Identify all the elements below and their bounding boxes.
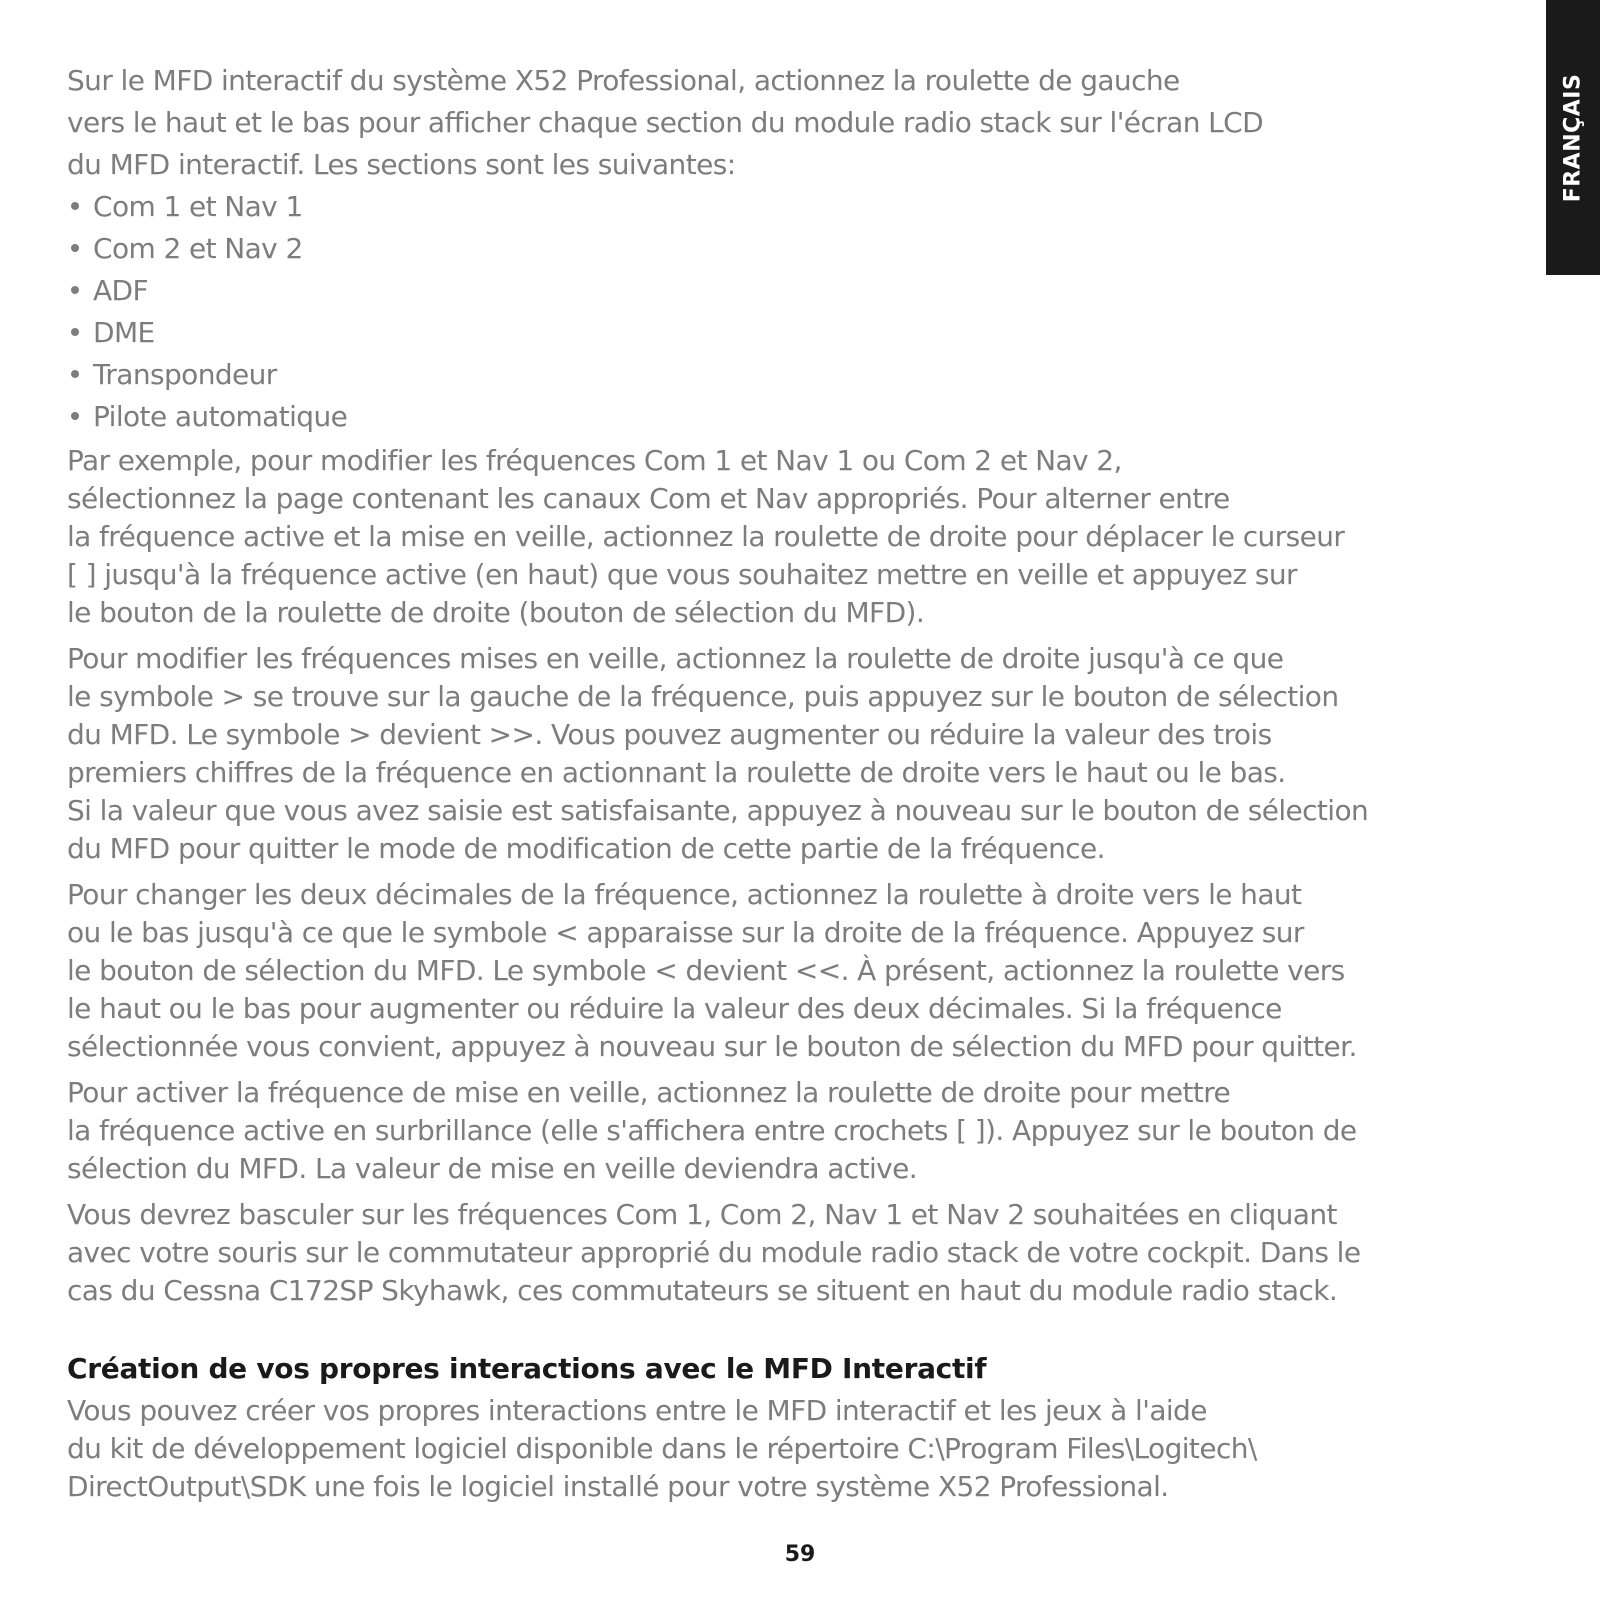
language-tab [1546, 0, 1600, 275]
text-line: ou le bas jusqu'à ce que le symbole < apparaisse sur la droite de la fréquence. Appuyez sur [67, 916, 1304, 949]
list-item-label: Com 1 et Nav 1 [93, 190, 303, 223]
list-item [67, 354, 1545, 396]
text-line: [ ] jusqu'à la fréquence active (en haut) que vous souhaitez mettre en veille et appuyez sur [67, 558, 1297, 591]
text-line: premiers chiffres de la fréquence en actionnant la roulette de droite vers le haut ou le bas. [67, 756, 1286, 789]
paragraph-sdk [67, 1392, 1545, 1506]
bullet-icon [71, 244, 79, 252]
list-item-label: Transpondeur [93, 358, 277, 391]
bullet-icon [71, 202, 79, 210]
paragraph-switch-frequencies [67, 1196, 1545, 1310]
text-line: Pour changer les deux décimales de la fréquence, actionnez la roulette à droite vers le haut [67, 878, 1302, 911]
language-tab-label: FRANÇAIS [1560, 73, 1586, 203]
text-line: du kit de développement logiciel disponible dans le répertoire C:\Program Files\Logitech\ [67, 1432, 1257, 1465]
text-line: sélectionnée vous convient, appuyez à nouveau sur le bouton de sélection du MFD pour quitter. [67, 1030, 1357, 1063]
list-item [67, 228, 1545, 270]
page-number: 59 [784, 1542, 816, 1567]
text-line: Par exemple, pour modifier les fréquences Com 1 et Nav 1 ou Com 2 et Nav 2, [67, 444, 1122, 477]
list-item-label: ADF [93, 274, 149, 307]
text-line: la fréquence active et la mise en veille, actionnez la roulette de droite pour déplacer le curseur [67, 520, 1345, 553]
list-item-label: Pilote automatique [93, 400, 348, 433]
text-line: Pour modifier les fréquences mises en veille, actionnez la roulette de droite jusqu'à ce que [67, 642, 1284, 675]
list-item [67, 396, 1545, 438]
text-line: Sur le MFD interactif du système X52 Professional, actionnez la roulette de gauche [67, 64, 1180, 97]
bullet-icon [71, 412, 79, 420]
text-line: le bouton de la roulette de droite (bouton de sélection du MFD). [67, 596, 925, 629]
text-line: DirectOutput\SDK une fois le logiciel installé pour votre système X52 Professional. [67, 1470, 1169, 1503]
text-line: sélection du MFD. La valeur de mise en veille deviendra active. [67, 1152, 918, 1185]
list-item [67, 312, 1545, 354]
text-line: le symbole > se trouve sur la gauche de la fréquence, puis appuyez sur le bouton de sélection [67, 680, 1339, 713]
intro-paragraph [67, 60, 1545, 186]
text-line: Pour activer la fréquence de mise en veille, actionnez la roulette de droite pour mettre [67, 1076, 1231, 1109]
list-item [67, 270, 1545, 312]
text-line: avec votre souris sur le commutateur approprié du module radio stack de votre cockpit. Dans le [67, 1236, 1361, 1269]
paragraph-activate-standby [67, 1074, 1545, 1188]
text-line: Vous pouvez créer vos propres interactions entre le MFD interactif et les jeux à l'aide [67, 1394, 1207, 1427]
list-item-label: Com 2 et Nav 2 [93, 232, 303, 265]
text-line: Vous devrez basculer sur les fréquences Com 1, Com 2, Nav 1 et Nav 2 souhaitées en cliquant [67, 1198, 1337, 1231]
text-line: sélectionnez la page contenant les canaux Com et Nav appropriés. Pour alterner entre [67, 482, 1230, 515]
text-line: vers le haut et le bas pour afficher chaque section du module radio stack sur l'écran LCD [67, 106, 1264, 139]
paragraph-standby-frequencies [67, 640, 1545, 868]
list-item [67, 186, 1545, 228]
text-line: le bouton de sélection du MFD. Le symbole < devient <<. À présent, actionnez la roulette vers [67, 954, 1345, 987]
paragraph-example [67, 442, 1545, 632]
list-item-label: DME [93, 316, 155, 349]
text-line: Si la valeur que vous avez saisie est satisfaisante, appuyez à nouveau sur le bouton de sélection [67, 794, 1369, 827]
sections-list [67, 186, 1545, 438]
bullet-icon [71, 370, 79, 378]
text-line: cas du Cessna C172SP Skyhawk, ces commutateurs se situent en haut du module radio stack. [67, 1274, 1338, 1307]
text-line: du MFD. Le symbole > devient >>. Vous pouvez augmenter ou réduire la valeur des trois [67, 718, 1272, 751]
text-line: la fréquence active en surbrillance (elle s'affichera entre crochets [ ]). Appuyez sur le bouton de [67, 1114, 1357, 1147]
bullet-icon [71, 286, 79, 294]
bullet-icon [71, 328, 79, 336]
paragraph-decimals [67, 876, 1545, 1066]
section-heading: Création de vos propres interactions avec le MFD Interactif [67, 1352, 987, 1385]
page-content [67, 60, 1545, 1506]
text-line: le haut ou le bas pour augmenter ou réduire la valeur des deux décimales. Si la fréquence [67, 992, 1282, 1025]
text-line: du MFD pour quitter le mode de modification de cette partie de la fréquence. [67, 832, 1105, 865]
text-line: du MFD interactif. Les sections sont les suivantes: [67, 148, 736, 181]
